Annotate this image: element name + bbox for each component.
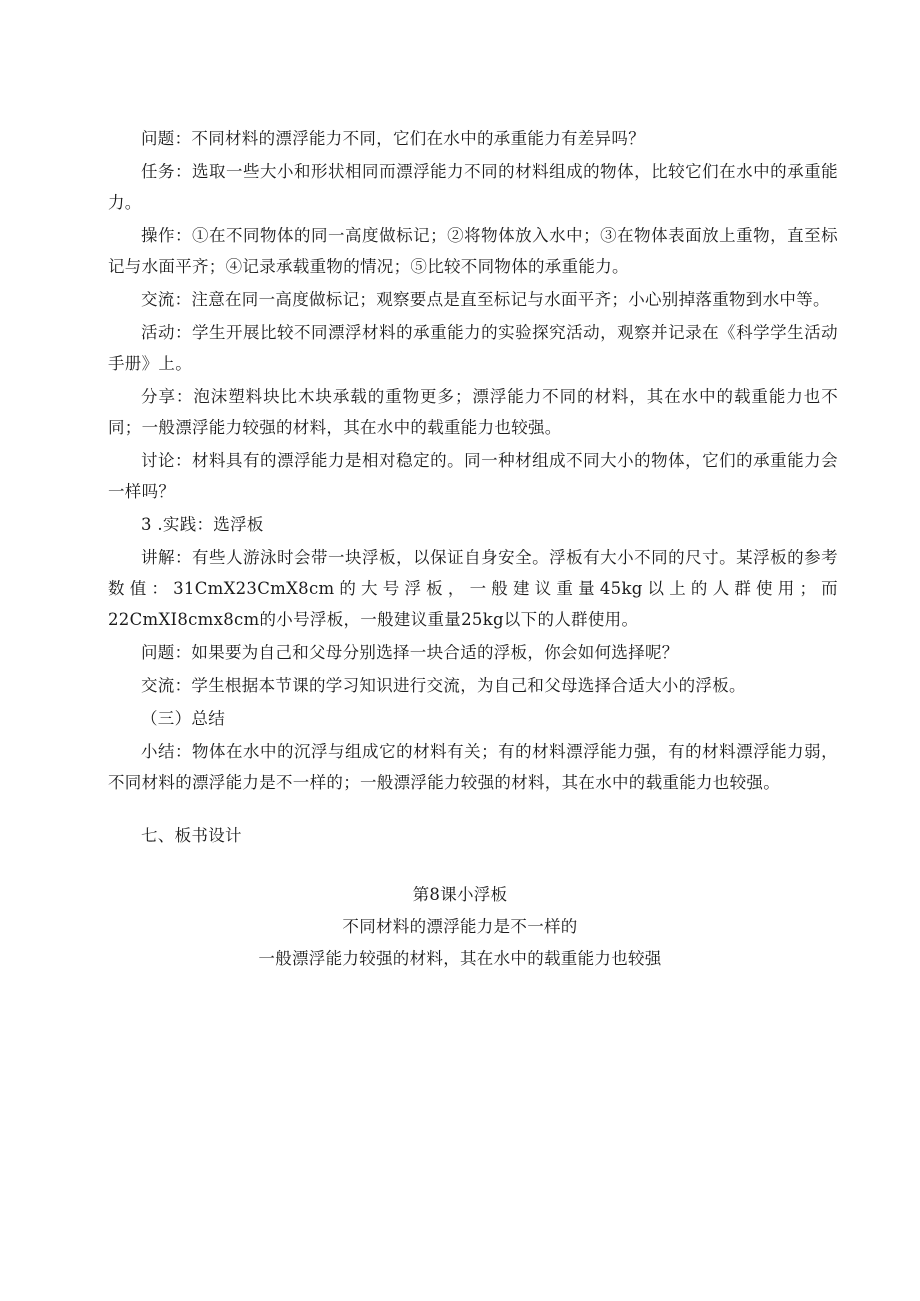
paragraph-discussion: 讨论：材料具有的漂浮能力是相对稳定的。同一种材组成不同大小的物体，它们的承重能力会一样吗？ xyxy=(108,451,838,501)
paragraph-operation: 操作：①在不同物体的同一高度做标记；②将物体放入水中；③在物体表面放上重物，直至标记与水面平齐；④记录承载重物的情况；⑤比较不同物体的承重能力。 xyxy=(108,226,838,276)
section-heading-summary: （三）总结 xyxy=(141,709,225,728)
board-title: 第8课小浮板 xyxy=(412,885,508,904)
paragraph-question-1: 问题：不同材料的漂浮能力不同，它们在水中的承重能力有差异吗？ xyxy=(141,129,645,148)
paragraph-activity: 活动：学生开展比较不同漂浮材料的承重能力的实验探究活动，观察并记录在《科学学生活动手册》上。 xyxy=(108,323,838,373)
paragraph-share: 分享：泡沫塑料块比木块承载的重物更多；漂浮能力不同的材料，其在水中的载重能力也不同；一般漂浮能力较强的材料，其在水中的载重能力也较强。 xyxy=(108,387,838,437)
paragraph-question-2: 问题：如果要为自己和父母分别选择一块合适的浮板，你会如何选择呢？ xyxy=(141,643,679,662)
document-body xyxy=(108,123,838,853)
paragraph-exchange-1: 交流：注意在同一高度做标记；观察要点是直至标记与水面平齐；小心别掉落重物到水中等。 xyxy=(141,290,830,309)
board-line-3: 一般漂浮能力较强的材料，其在水中的载重能力也较强 xyxy=(258,949,662,968)
paragraph-explain: 讲解：有些人游泳时会带一块浮板，以保证自身安全。浮板有大小不同的尺寸。某浮板的参考数值：31CmX23CmX8cm的大号浮板，一般建议重量45kg以上的人群使用；而22CmXI8cmx8cm的小号浮板，一般建议重量25kg以下的人群使用。 xyxy=(108,548,838,629)
paragraph-exchange-2: 交流：学生根据本节课的学习知识进行交流，为自己和父母选择合适大小的浮板。 xyxy=(141,676,746,695)
section-heading-board-design: 七、板书设计 xyxy=(141,826,242,845)
paragraph-summary: 小结：物体在水中的沉浮与组成它的材料有关；有的材料漂浮能力强，有的材料漂浮能力弱，不同材料的漂浮能力是不一样的；一般漂浮能力较强的材料，其在水中的载重能力也较强。 xyxy=(108,742,838,792)
section-heading-practice: 3 .实践：选浮板 xyxy=(141,515,264,534)
board-design xyxy=(0,879,920,975)
paragraph-task: 任务：选取一些大小和形状相同而漂浮能力不同的材料组成的物体，比较它们在水中的承重能力。 xyxy=(108,162,838,212)
board-line-2: 不同材料的漂浮能力是不一样的 xyxy=(342,917,578,936)
